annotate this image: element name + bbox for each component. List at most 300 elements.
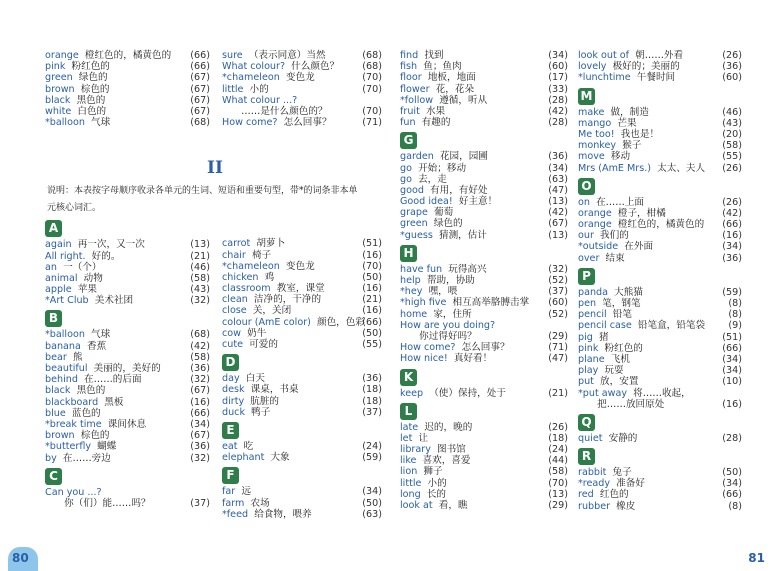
entry-page-ref: (13) (548, 488, 568, 500)
entry-page-ref: (70) (548, 477, 568, 489)
entry-word: sure (222, 50, 243, 61)
entry-meaning: 白色的 (77, 105, 107, 117)
entry-word: What colour ...? (222, 94, 298, 106)
vocab-entry (45, 95, 210, 106)
entry-word: high five (404, 297, 447, 309)
letter-heading: F (222, 467, 239, 484)
vocab-entry (578, 433, 742, 444)
entry-word: Me too! (578, 128, 615, 140)
entry-page-ref: (33) (548, 83, 568, 95)
entry-page-ref: (66) (190, 61, 210, 73)
entry-word: go (400, 162, 412, 174)
entry-word: behind (45, 374, 78, 386)
non-core-marker: * (45, 295, 50, 307)
entry-meaning: 玩得高兴 (448, 263, 487, 275)
vocab-entry (578, 376, 742, 387)
vocab-entry (578, 253, 742, 264)
vocab-entry (578, 219, 742, 230)
entry-word: butterfly (49, 441, 92, 453)
entry-meaning: 让 (418, 432, 429, 444)
entry-page-ref: (8) (728, 298, 742, 309)
entry-word: feed (226, 508, 249, 520)
entry-page-ref: (37) (190, 497, 210, 509)
entry-page-ref: (71) (548, 342, 568, 354)
entry-page-ref: (34) (548, 50, 568, 61)
entry-page-ref: (50) (722, 467, 742, 479)
entry-word: white (45, 105, 72, 117)
entry-word: Can you ...? (45, 486, 102, 498)
entry-word: colour (AmE color) (222, 316, 311, 328)
entry-meaning: 笔，钢笔 (602, 298, 641, 309)
vocab-entry (222, 72, 382, 83)
entry-word: over (578, 252, 600, 264)
entry-page-ref: (34) (548, 162, 568, 174)
entry-page-ref: (37) (362, 406, 382, 418)
non-core-marker: * (578, 241, 583, 253)
entry-word: rabbit (578, 467, 607, 479)
vocab-entry (45, 84, 210, 95)
vocab-entry (400, 218, 568, 229)
entry-page-ref: (26) (722, 162, 742, 174)
entry-page-ref: (8) (728, 309, 742, 321)
entry-page-ref: (66) (190, 407, 210, 419)
entry-page-ref: (43) (722, 117, 742, 129)
entry-word: pink (45, 61, 66, 73)
entry-meaning: 洁净的，干净的 (253, 294, 322, 306)
vocab-entry (578, 332, 742, 343)
vocab-entry (578, 489, 742, 500)
entry-word: balloon (49, 117, 85, 129)
entry-page-ref: (24) (548, 444, 568, 456)
vocab-entry (578, 72, 742, 83)
entry-word: banana (45, 340, 81, 352)
entry-meaning: 关，关闭 (252, 305, 292, 317)
entry-word: put (578, 376, 594, 388)
entry-word: go (400, 173, 412, 185)
entry-meaning: 玩耍 (604, 365, 624, 377)
entry-page-ref: (26) (722, 50, 742, 61)
entry-page-ref: (13) (190, 239, 210, 251)
vocab-entry (222, 317, 382, 328)
non-core-marker: * (400, 286, 405, 298)
entry-meaning: 橙子，柑橘 (617, 207, 666, 219)
entry-meaning: 帮助，协助 (426, 275, 475, 286)
entry-meaning: 变色龙 (285, 260, 315, 272)
entry-word: lovely (578, 61, 607, 73)
vocab-entry (578, 388, 742, 399)
non-core-marker: * (222, 260, 227, 272)
entry-meaning: 小的 (249, 83, 269, 95)
entry-meaning: 远 (241, 486, 251, 498)
vocab-entry (400, 230, 568, 241)
entry-meaning: 气球 (91, 329, 111, 341)
entry-meaning: 芒果 (617, 117, 637, 129)
vocab-entry (400, 500, 568, 511)
entry-word: Good idea! (400, 196, 453, 208)
entry-word: move (578, 151, 605, 163)
entry-word: keep (400, 387, 424, 399)
vocab-entry (400, 72, 568, 83)
entry-word: chicken (222, 271, 259, 283)
entry-meaning: 水果 (425, 105, 446, 117)
vocab-entry (400, 151, 568, 162)
entry-word: find (400, 50, 419, 61)
entry-meaning: 棕色的 (80, 83, 110, 95)
vocab-entry (222, 106, 382, 117)
entry-meaning: 农场 (250, 497, 270, 509)
vocab-entry (400, 275, 568, 286)
entry-page-ref: (68) (190, 329, 210, 341)
vocab-entry (578, 151, 742, 162)
entry-word: guess (404, 229, 433, 241)
vocab-entry (578, 61, 742, 72)
letter-heading: H (400, 245, 417, 262)
entry-page-ref: (59) (722, 286, 742, 298)
entry-meaning: 怎么回事？ (461, 342, 510, 354)
entry-word: brown (45, 83, 75, 95)
entry-page-ref: (21) (190, 250, 210, 262)
entry-page-ref: (67) (548, 218, 568, 230)
entry-page-ref: (67) (190, 94, 210, 106)
entry-page-ref: (51) (722, 331, 742, 343)
entry-meaning: 一（个） (63, 261, 102, 273)
entry-word: floor (400, 72, 422, 84)
entry-page-ref: (43) (190, 284, 210, 296)
entry-meaning: 长的 (426, 488, 447, 500)
entry-word: beautiful (45, 363, 88, 374)
entry-meaning: 安静的 (608, 432, 638, 444)
entry-meaning: 你过得好吗？ (400, 330, 477, 342)
entry-word: pen (578, 298, 597, 309)
non-core-marker: * (578, 387, 583, 399)
column-1 (45, 50, 210, 509)
entry-word: day (222, 373, 240, 385)
entry-page-ref: (42) (190, 340, 210, 352)
vocab-entry (400, 320, 568, 331)
entry-meaning: 奶牛 (247, 327, 267, 339)
vocab-entry (400, 84, 568, 95)
entry-page-ref: (16) (362, 305, 382, 317)
non-core-marker: * (400, 297, 405, 309)
entry-word: late (400, 421, 419, 433)
entry-meaning: 绿色的 (433, 218, 463, 230)
entry-word: garden (400, 151, 434, 163)
entry-page-ref: (16) (362, 283, 382, 295)
letter-heading: L (400, 403, 417, 420)
entry-page-ref: (34) (722, 241, 742, 253)
entry-page-ref: (18) (548, 432, 568, 444)
non-core-marker: * (400, 94, 405, 106)
letter-heading: A (45, 220, 62, 237)
entry-word: red (578, 489, 594, 501)
vocab-entry (222, 384, 382, 395)
entry-page-ref: (46) (190, 261, 210, 273)
entry-meaning: 花，花朵 (435, 83, 475, 95)
vocab-entry (45, 262, 210, 273)
entry-page-ref: (66) (722, 219, 742, 231)
entry-meaning: 狮子 (423, 466, 443, 478)
entry-meaning: 黑板 (104, 396, 124, 408)
entry-meaning: 变色龙 (285, 72, 315, 84)
entry-meaning: 移动 (610, 151, 631, 163)
vocab-entry (400, 196, 568, 207)
letter-heading: C (45, 468, 62, 485)
entry-word: pencil (578, 309, 607, 321)
vocab-entry (45, 430, 210, 441)
page-number-right: 81 (748, 551, 765, 565)
entry-meaning: 有趣的 (421, 117, 451, 129)
entry-page-ref: (32) (548, 263, 568, 275)
entry-meaning: 极好的；美丽的 (612, 61, 680, 73)
entry-word: How come? (222, 117, 278, 129)
entry-page-ref: (51) (362, 238, 382, 250)
entry-meaning: 动物 (83, 272, 103, 284)
entry-word: blue (45, 407, 66, 419)
entry-page-ref: (36) (190, 363, 210, 374)
entry-word: orange (578, 219, 612, 231)
entry-word: clean (222, 294, 248, 306)
entry-word: break time (49, 418, 102, 430)
vocab-entry (400, 207, 568, 218)
entry-page-ref: (58) (722, 140, 742, 152)
entry-word: let (400, 432, 413, 444)
entry-word: cute (222, 339, 244, 350)
entry-page-ref: (20) (722, 128, 742, 140)
non-core-marker: * (45, 441, 50, 453)
entry-meaning: 我也是！ (620, 128, 660, 140)
entry-page-ref: (29) (548, 330, 568, 342)
vocab-entry (45, 385, 210, 396)
entry-word: carrot (222, 238, 251, 250)
vocab-entry (400, 106, 568, 117)
explanation-note: 说明：本表按字母顺序收录各单元的生词、短语和重要句型，带*的词条非本单元核心词汇。 (47, 186, 358, 213)
entry-meaning: 红色的 (599, 489, 629, 501)
entry-meaning: 真好看！ (453, 353, 493, 365)
entry-word: How are you doing? (400, 319, 496, 331)
vocab-entry (222, 373, 382, 384)
letter-heading: D (222, 354, 239, 371)
entry-meaning: 铅笔 (612, 309, 632, 321)
entry-page-ref: (28) (548, 94, 568, 106)
entry-page-ref: (28) (548, 117, 568, 129)
entry-page-ref: (46) (722, 106, 742, 118)
entry-meaning: 小的 (427, 477, 447, 489)
entry-meaning: 在外面 (624, 241, 654, 253)
vocab-entry (578, 399, 742, 410)
entry-page-ref: (42) (548, 105, 568, 117)
entry-meaning: 我们的 (600, 230, 629, 242)
entry-meaning: 大象 (270, 452, 290, 464)
vocab-entry (578, 501, 742, 512)
vocab-entry (45, 329, 210, 340)
entry-page-ref: (59) (362, 452, 382, 464)
entry-meaning: 教室，课堂 (276, 283, 325, 295)
entry-word: green (45, 72, 73, 84)
vocab-entry (400, 117, 568, 128)
entry-page-ref: (50) (362, 271, 382, 283)
entry-page-ref: (36) (722, 252, 742, 264)
entry-meaning: 迟的，晚的 (424, 421, 473, 433)
vocab-entry (222, 238, 382, 249)
vocab-entry (400, 388, 568, 399)
entry-meaning: 胡萝卜 (256, 238, 286, 250)
entry-page-ref: (32) (190, 295, 210, 307)
entry-page-ref: (9) (728, 320, 742, 332)
entry-word: balloon (49, 329, 85, 341)
entry-word: little (222, 83, 244, 95)
entry-meaning: 再一次，又一次 (77, 239, 145, 251)
entry-page-ref: (26) (722, 196, 742, 208)
column-4 (578, 50, 742, 512)
entry-word: our (578, 230, 594, 242)
entry-word: look out of (578, 50, 630, 61)
vocab-entry (222, 407, 382, 418)
letter-heading: O (578, 178, 595, 195)
entry-word: black (45, 385, 71, 397)
entry-meaning: 地板，地面 (427, 72, 476, 84)
entry-page-ref: (36) (362, 373, 382, 385)
entry-word: far (222, 486, 236, 498)
entry-page-ref: (21) (362, 294, 382, 306)
entry-word: chameleon (226, 72, 280, 84)
vocab-entry (45, 341, 210, 352)
entry-page-ref: (58) (190, 272, 210, 284)
vocab-entry (45, 295, 210, 306)
entry-meaning: 猜测，估计 (438, 229, 487, 241)
vocab-entry (222, 250, 382, 261)
entry-page-ref: (63) (548, 173, 568, 185)
entry-meaning: 肮脏的 (250, 395, 280, 407)
vocab-entry (400, 433, 568, 444)
vocab-entry (222, 50, 382, 61)
vocab-entry (45, 251, 210, 262)
entry-page-ref: (34) (722, 353, 742, 365)
column-2 (222, 50, 382, 520)
entry-meaning: 好主意！ (458, 196, 498, 208)
vocab-entry (222, 486, 382, 497)
vocab-entry (222, 396, 382, 407)
vocab-entry (45, 284, 210, 295)
entry-word: flower (400, 83, 430, 95)
entry-page-ref: (63) (362, 508, 382, 520)
entry-word: home (400, 308, 428, 320)
vocab-entry (400, 264, 568, 275)
letter-heading: Q (578, 414, 595, 431)
entry-page-ref: (66) (722, 489, 742, 501)
entry-meaning: 你（们）能……吗？ (45, 497, 151, 509)
entry-meaning: 结束 (605, 252, 625, 264)
entry-page-ref: (60) (548, 297, 568, 309)
vocab-entry (400, 353, 568, 364)
entry-word: chair (222, 249, 246, 261)
entry-word: orange (45, 50, 79, 61)
entry-page-ref: (44) (548, 455, 568, 467)
entry-word: fun (400, 117, 416, 129)
entry-page-ref: (37) (548, 286, 568, 298)
vocab-entry (400, 455, 568, 466)
vocab-entry (222, 328, 382, 339)
vocab-entry (578, 298, 742, 309)
entry-page-ref: (16) (362, 249, 382, 261)
entry-page-ref: (36) (722, 61, 742, 73)
entry-word: apple (45, 284, 72, 296)
entry-page-ref: (42) (548, 207, 568, 219)
entry-meaning: 铅笔盒，铅笔袋 (637, 320, 706, 332)
entry-word: make (578, 106, 605, 118)
vocab-entry (578, 118, 742, 129)
entry-word: on (578, 196, 590, 208)
non-core-marker: * (578, 72, 583, 84)
entry-word: play (578, 365, 599, 377)
entry-word: classroom (222, 283, 271, 295)
entry-page-ref: (55) (722, 151, 742, 163)
entry-meaning: 准备好 (616, 478, 645, 490)
vocab-entry (45, 352, 210, 363)
entry-page-ref: (66) (362, 316, 382, 328)
vocab-entry (400, 50, 568, 61)
vocab-entry (400, 444, 568, 455)
entry-word: black (45, 94, 71, 106)
non-core-marker: * (45, 329, 50, 341)
entry-meaning: 花园，园圃 (439, 151, 488, 163)
entry-page-ref: (70) (362, 72, 382, 84)
entry-meaning: 颜色，色彩 (317, 316, 365, 328)
entry-page-ref: (67) (190, 105, 210, 117)
entry-word: pig (578, 331, 593, 343)
entry-word: desk (222, 384, 245, 396)
entry-meaning: 粉红色的 (604, 342, 643, 354)
entry-word: by (45, 452, 57, 464)
entry-meaning: 去，走 (418, 173, 447, 185)
entry-meaning: 粉红色的 (71, 61, 110, 73)
entry-meaning: 美丽的，美好的 (93, 363, 161, 374)
entry-page-ref: (8) (728, 500, 742, 512)
vocab-entry (578, 241, 742, 252)
entry-meaning: 橡皮 (616, 500, 636, 512)
entry-word: cow (222, 327, 241, 339)
entry-page-ref: (67) (190, 385, 210, 397)
vocab-entry (222, 261, 382, 272)
entry-page-ref: (50) (362, 497, 382, 509)
entry-page-ref: (68) (362, 50, 382, 61)
entry-meaning: 朝……外看 (635, 50, 684, 61)
entry-meaning: 家，住所 (433, 308, 472, 320)
non-core-marker: * (578, 478, 583, 490)
vocab-entry (400, 342, 568, 353)
vocab-entry (400, 174, 568, 185)
entry-word: All right. (45, 250, 86, 262)
vocab-entry (222, 452, 382, 463)
entry-meaning: 放，安置 (600, 376, 639, 388)
entry-meaning: 黑色的 (76, 94, 106, 106)
entry-word: lion (400, 466, 418, 478)
entry-page-ref: (42) (722, 207, 742, 219)
entry-word: rubber (578, 500, 611, 512)
entry-meaning: 在……的后面 (84, 374, 142, 386)
vocab-entry (222, 305, 382, 316)
entry-page-ref: (36) (548, 151, 568, 163)
entry-meaning: 午餐时间 (636, 72, 676, 84)
entry-meaning: 飞机 (610, 353, 630, 365)
entry-meaning: 看，瞧 (438, 500, 468, 511)
vocab-entry (222, 84, 382, 95)
entry-page-ref: (60) (548, 61, 568, 73)
entry-meaning: 课桌，书桌 (250, 384, 299, 396)
entry-meaning: 课间休息 (107, 418, 147, 430)
vocab-entry (578, 287, 742, 298)
entry-meaning: 图书馆 (436, 444, 466, 456)
entry-word: Art Club (49, 295, 89, 307)
